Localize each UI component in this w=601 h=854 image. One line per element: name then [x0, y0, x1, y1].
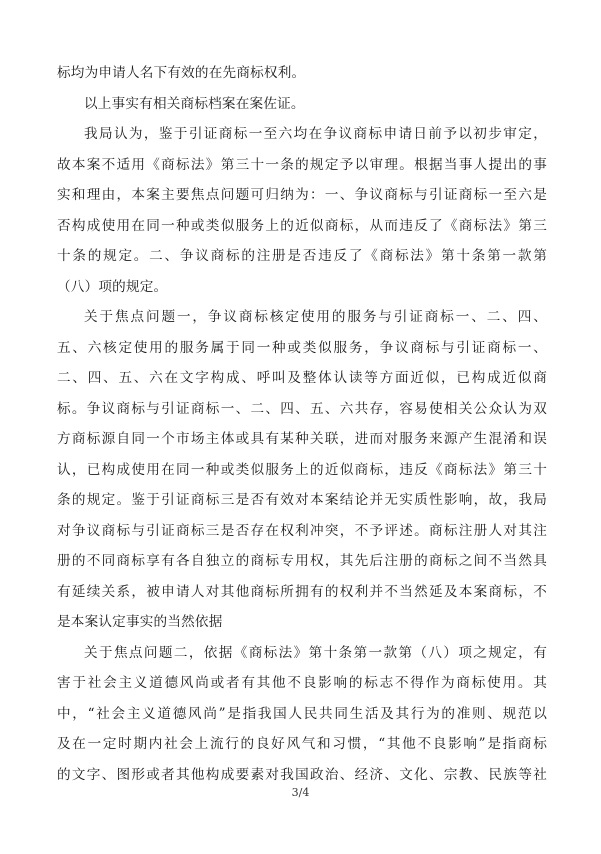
text-line-13: 方商标源自同一个市场主体或具有某种关联，进而对服务来源产生混淆和误	[57, 431, 547, 447]
text-line-3: 我局认为，鉴于引证商标一至六均在争议商标申请日前予以初步审定，	[84, 126, 547, 142]
text-line-11: 二、四、五、六在文字构成、呼叫及整体认读等方面近似，已构成近似商	[57, 370, 547, 386]
text-line-4: 故本案不适用《商标法》第三十一条的规定予以审理。根据当事人提出的事	[57, 156, 547, 173]
text-line-14: 认，已构成使用在同一种或类似服务上的近似商标，违反《商标法》第三十	[57, 461, 547, 478]
text-line-9: 关于焦点问题一，争议商标核定使用的服务与引证商标一、二、四、	[84, 309, 547, 325]
text-line-24: 的文字、图形或者其他构成要素对我国政治、经济、文化、宗教、民族等社	[57, 766, 547, 783]
text-line-18: 有延续关系，被申请人对其他商标所拥有的权利并不当然延及本案商标，不	[57, 583, 547, 600]
body-text	[57, 58, 547, 790]
text-line-10: 五、六核定使用的服务属于同一种或类似服务，争议商标与引证商标一、	[57, 339, 547, 356]
text-line-7: 十条的规定。二、争议商标的注册是否违反了《商标法》第十条第一款第	[57, 248, 547, 264]
text-line-20: 关于焦点问题二，依据《商标法》第十条第一款第（八）项之规定，有	[84, 644, 547, 661]
text-line-23: 及在一定时期内社会上流行的良好风气和习惯，“其他不良影响”是指商标	[57, 736, 547, 752]
text-line-17: 册的不同商标享有各自独立的商标专用权，其先后注册的商标之间不当然具	[57, 553, 547, 569]
page-number: 3/4	[291, 786, 310, 799]
text-line-2: 以上事实有相关商标档案在案佐证。	[84, 95, 305, 112]
text-line-16: 对争议商标与引证商标三是否存在权利冲突，不予评述。商标注册人对其注	[57, 522, 547, 539]
text-line-5: 实和理由，本案主要焦点问题可归纳为：一、争议商标与引证商标一至六是	[57, 187, 547, 203]
text-line-19: 是本案认定事实的当然依据	[57, 614, 223, 630]
text-line-22: 中，“社会主义道德风尚”是指我国人民共同生活及其行为的准则、规范以	[57, 705, 547, 722]
text-line-6: 否构成使用在同一种或类似服务上的近似商标，从而违反了《商标法》第三	[57, 217, 547, 234]
text-line-1: 标均为申请人名下有效的在先商标权利。	[57, 65, 306, 81]
text-line-12: 标。争议商标与引证商标一、二、四、五、六共存，容易使相关公众认为双	[57, 400, 547, 417]
text-line-15: 条的规定。鉴于引证商标三是否有效对本案结论并无实质性影响，故，我局	[57, 492, 547, 508]
text-line-21: 害于社会主义道德风尚或者有其他不良影响的标志不得作为商标使用。其	[57, 675, 547, 691]
text-line-8: （八）项的规定。	[57, 278, 168, 295]
